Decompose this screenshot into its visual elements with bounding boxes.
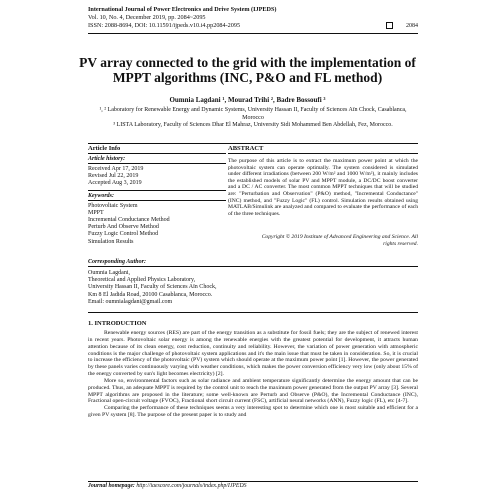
paragraph: More so, environmental factors such as solar radiance and ambient temperature significantly determine the energy amount that can be produced. Thus, an adequate MPPT is required by the control unit to reach the maximum power generated from the output PV array [3]. Several MPPT algorithms are proposed in the literature; some well-known are Perturb and Observe (P&O), the Incremental Conductance (INC), Fractional open-circuit voltage (FVOC), Fractional short circuit current (FSC), artificial neural networks (ANN), Fuzzy logic (FL), etc [4-7].: [88, 377, 418, 405]
affiliation-1: ¹, ² Laboratory for Renewable Energy and Dynamic Systems, University Hassan II, Faculty of Sciences Aïn Chock, Casablanca, Morocco: [99, 107, 407, 121]
keyword: Perturb And Observe Method: [88, 224, 159, 231]
page-number: 2084: [406, 23, 418, 29]
keyword: Photovoltaic System: [88, 202, 138, 209]
history-accepted: Accepted Aug 3, 2019: [88, 180, 142, 187]
history-list: [88, 166, 226, 188]
corresponding-heading: Corresponding Author:: [88, 259, 418, 267]
paragraph: Comparing the performance of these techniques seems a very interesting spot to determine which one is most suitable and efficient for a given PV system [8]. The purpose of the present paper is to study and: [88, 405, 418, 419]
footer-rule: [88, 481, 418, 482]
page-number-block: [386, 22, 419, 30]
history-received: Received Apr 17, 2019: [88, 166, 144, 172]
corresponding-address: Km 8 El Jadida Road, 20100 Casablanca, Morocco.: [88, 291, 213, 298]
author-list: Oumnia Lagdani ¹, Mourad Trihi ², Badre Bossoufi ³: [169, 96, 326, 104]
keyword: MPPT: [88, 209, 104, 216]
article-info-heading: Article Info: [88, 144, 226, 154]
abstract-heading: ABSTRACT: [228, 144, 418, 154]
paragraph: Renewable energy sources (RES) are part of the energy transition as a substitute for fossil fuels; they are the subject of renewed interest in recent years. Photovoltaic solar energy is among the renewable energies with the greatest potential for development, it attracts human attention because of its clean energy, cost reduction, continuity and reliability. However, the variation of power generation with atmospheric conditions is the major challenge of photovoltaic system applications and it's the main issue that must be taken in consideration. So, it is crucial to increase the efficiency of the photovoltaic (PV) system which should operate at the maximum power point [1]. However, the power generated by these panels varies continuously varying with weather conditions, which makes the power conversion efficiency very low (only about 15% of the energy converted by sun's light becomes electricity) [2].: [88, 330, 418, 378]
affiliation-2: ³ LISTA Laboratory, Faculty of Sciences Dhar El Mahraz, University Sidi Mohammed Ben Abdellah, Fez, Morocco.: [113, 122, 393, 128]
divider: [88, 190, 226, 191]
corresponding-email[interactable]: Email: oumnialagdani@gmail.com: [88, 298, 173, 305]
history-heading: Article history:: [88, 156, 226, 164]
keyword-list: [88, 203, 226, 246]
header-rule: [88, 33, 418, 34]
corresponding-university: University Hassan II, Faculty of Sciences Aïn Chock,: [88, 284, 217, 291]
page-footer: [88, 483, 247, 489]
corresponding-details: [88, 270, 418, 306]
corresponding-author: [88, 257, 418, 306]
journal-header: [88, 6, 418, 30]
journal-name: International Journal of Power Electronics and Drive System (IJPEDS): [88, 6, 277, 13]
keyword: Incremental Conductance Method: [88, 217, 170, 224]
abstract-text: The purpose of this article is to extract the maximum power point at which the photovoltaic system can operate optimally. The system considered is simulated under different irradiations (between 200 W/m² and 1000 W/m²), it mainly includes the established models of solar PV and MPPT module, a DC/DC boost converter and a DC / AC converter. The most common MPPT techniques that will be studied are: "Perturbation and Observation" (P&O) method, "Incremental Conductance" (INC) method, and "Fuzzy Logic" (FL) control. Simulation results obtained using MATLAB/Simulink are analyzed and compared to evaluate the performance of each of the three techniques.: [228, 158, 418, 217]
paper-title: PV array connected to the grid with the implementation of MPPT algorithms (INC, P&O and FL method): [79, 55, 416, 85]
journal-volume: Vol. 10, No. 4, December 2019, pp. 2084~2095: [88, 14, 206, 21]
history-revised: Revised Jul 22, 2019: [88, 173, 139, 180]
keyword: Fuzzy Logic Control Method: [88, 231, 159, 238]
journal-issn: ISSN: 2088-8694, DOI: 10.11591/ijpeds.v10.i4.pp2084-2095: [88, 22, 241, 29]
keyword: Simulation Results: [88, 238, 134, 245]
introduction-body: [88, 330, 418, 419]
journal-homepage-link[interactable]: http://iaescore.com/journals/index.php/IJPEDS: [136, 483, 247, 489]
keywords-heading: Keywords:: [88, 193, 226, 201]
corresponding-name: Oumnia Lagdani,: [88, 270, 130, 276]
corresponding-lab: Theoretical and Applied Physics Laboratory,: [88, 277, 196, 284]
copyright-notice: Copyright © 2019 Institute of Advanced Engineering and Science. All rights reserved.: [261, 234, 418, 247]
square-icon: [386, 22, 393, 29]
footer-label: Journal homepage:: [88, 483, 135, 489]
affiliations: [88, 107, 418, 130]
introduction-heading: 1. INTRODUCTION: [88, 320, 147, 327]
